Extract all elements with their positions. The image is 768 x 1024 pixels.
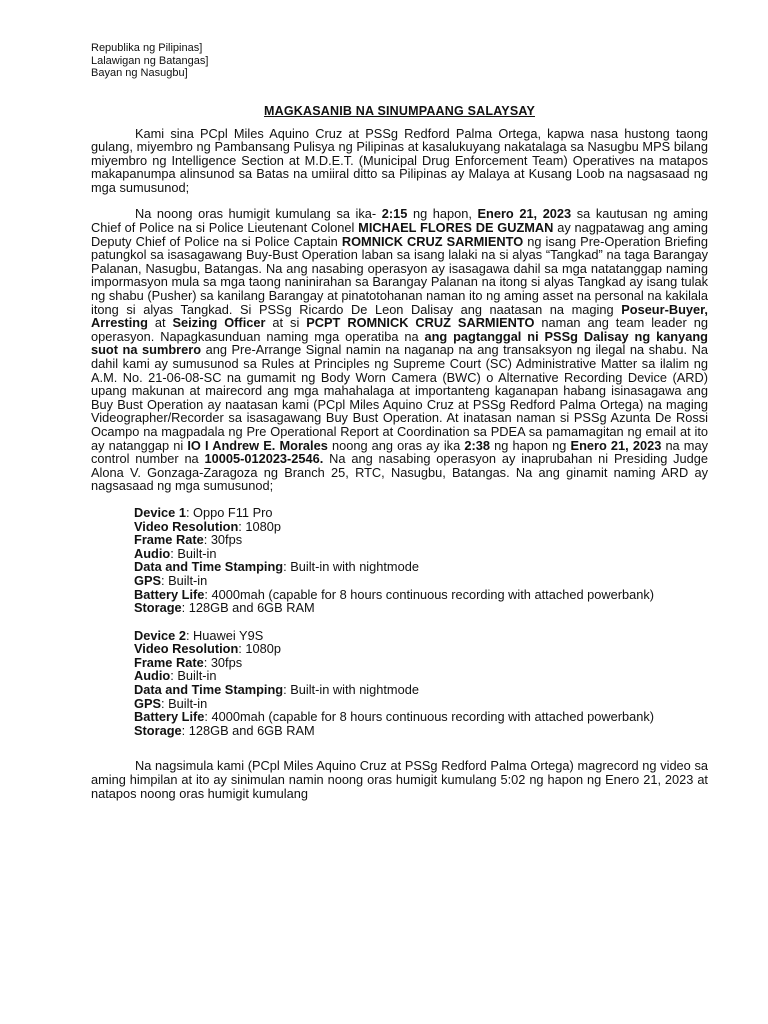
- bold-segment: 2:15: [381, 206, 408, 222]
- spec-key: GPS: [134, 695, 162, 711]
- document-title: MAGKASANIB NA SINUMPAANG SALAYSAY: [264, 103, 535, 118]
- spec-key: Storage: [134, 722, 182, 738]
- bold-segment: 2:38: [464, 437, 490, 453]
- spec-key: Battery Life: [134, 709, 205, 725]
- spec-value: : 1080p: [238, 518, 281, 534]
- text-segment: ay nagpatawag ang aming Deputy Chief of Police na si Police Captain: [91, 220, 709, 249]
- spec-key: Battery Life: [134, 586, 205, 602]
- spec-value: : Built-in: [161, 572, 208, 588]
- spec-value: : 4000mah (capable for 8 hours continuous recording with attached powerbank): [204, 586, 654, 602]
- text-segment: at si: [265, 315, 307, 331]
- document-header: [91, 42, 708, 80]
- spec-key: Device 1: [134, 504, 186, 520]
- spec-value: : Built-in: [161, 695, 208, 711]
- spec-key: Video Resolution: [134, 518, 239, 534]
- spec-key: Audio: [134, 668, 171, 684]
- text-segment: ng hapon,: [407, 206, 478, 222]
- text-segment: na may control number na: [91, 437, 708, 467]
- bold-segment: Enero 21, 2023: [477, 206, 572, 222]
- header-line-municipality: Bayan ng Nasugbu]: [91, 67, 188, 79]
- device-row: [134, 506, 708, 520]
- paragraph-operation: [91, 207, 708, 492]
- spec-value: : 30fps: [203, 532, 243, 548]
- text-segment: naman ang team leader ng operasyon. Napagkasunduan naming mga operatiba na: [91, 315, 708, 344]
- spec-value: : 4000mah (capable for 8 hours continuous recording with attached powerbank): [204, 709, 654, 725]
- spec-value: : Oppo F11 Pro: [185, 504, 273, 520]
- spec-key: Video Resolution: [134, 641, 239, 657]
- device-row: [134, 574, 708, 588]
- device-row: [134, 656, 708, 670]
- bold-segment: Enero 21, 2023: [570, 437, 662, 453]
- spec-key: Data and Time Stamping: [134, 559, 284, 575]
- paragraph-recording: Na nagsimula kami (PCpl Miles Aquino Cruz at PSSg Redford Palma Ortega) magrecord ng video sa aming himpilan at ito ay sinimulan namin noong oras humigit kumulang 5:02 ng hapon ng Enero 21, 2023 at natapos noong oras humigit kumulang: [91, 758, 708, 801]
- device-row: [134, 533, 708, 547]
- spec-value: : Built-in: [170, 545, 217, 561]
- device-row: [134, 642, 708, 656]
- bold-segment: ang pagtanggal ni PSSg Dalisay ng kanyang suot na sumbrero: [91, 328, 708, 358]
- bold-segment: PCPT ROMNICK CRUZ SARMIENTO: [306, 315, 535, 331]
- device-row: [134, 629, 708, 643]
- bold-segment: Seizing Officer: [172, 315, 266, 331]
- bold-segment: Poseur-Buyer, Arresting: [91, 301, 708, 331]
- text-segment: Na ang nasabing operasyon ay inaprubahan ni Presiding Judge Alona V. Gonzaga-Zaragoza ng Branch 25, RTC, Nasugbu, Batangas. Na ang ginamit naming ARD ay nagsasaad ng mga sumusunod;: [91, 451, 708, 494]
- device-row: [134, 710, 708, 724]
- spec-key: Data and Time Stamping: [134, 682, 284, 698]
- text-segment: ng hapon ng: [489, 437, 571, 453]
- device-spec-block-1: [134, 506, 708, 615]
- text-segment: noong ang oras ay ika: [327, 437, 465, 453]
- spec-key: Device 2: [134, 627, 186, 643]
- device-row: [134, 601, 708, 615]
- device-spec-block-2: [134, 629, 708, 738]
- spec-key: Frame Rate: [134, 654, 204, 670]
- spec-value: : Built-in with nightmode: [283, 682, 419, 698]
- bold-segment: MICHAEL FLORES DE GUZMAN: [358, 220, 554, 236]
- spec-value: : 128GB and 6GB RAM: [181, 722, 315, 738]
- spec-value: : Built-in with nightmode: [283, 559, 419, 575]
- spec-value: : Huawei Y9S: [185, 627, 264, 643]
- device-row: [134, 560, 708, 574]
- spec-key: Frame Rate: [134, 532, 204, 548]
- bold-segment: IO I Andrew E. Morales: [187, 437, 328, 453]
- spec-value: : Built-in: [170, 668, 217, 684]
- spec-key: Storage: [134, 600, 182, 616]
- bold-segment: ROMNICK CRUZ SARMIENTO: [341, 233, 524, 249]
- paragraph-intro: Kami sina PCpl Miles Aquino Cruz at PSSg Redford Palma Ortega, kapwa nasa hustong taong gulang, miyembro ng Pambansang Pulisya ng Pilipinas at kasalukuyang nakatalaga sa Nasugbu MPS bilang miyembro ng Intelligence Section at M.D.E.T. (Municipal Drug Enforcement Team) Operatives na matapos makapanumpa alinsunod sa Batas na umiiral ditto sa Pilipinas ay Malaya at Kusang Loob na nagsasaad ng mga sumusunod;: [91, 125, 708, 195]
- spec-key: Audio: [134, 545, 171, 561]
- text-segment: sa kautusan ng aming Chief of Police na si Police Lieutenant Colonel: [91, 206, 709, 236]
- device-row: [134, 669, 708, 683]
- device-row: [134, 547, 708, 561]
- spec-value: : 1080p: [238, 641, 281, 657]
- text-segment: Na noong oras humigit kumulang sa ika-: [135, 206, 382, 222]
- text-segment: at: [147, 315, 173, 331]
- text-segment: ang Pre-Arrange Signal namin na naganap na ang transaksyon ng ilegal na shabu. Na dahil kami ay sumusunod sa Rules at Principles ng Supreme Court (SC) Administrative Matter sa ilalim ng A.M. No. 21-06-08-SC na gumamit ng Body Worn Camera (BWC) o Alternative Recording Device (ARD) upang makunan at mairecord ang mga mahahalaga at importanteng kaganapan habang isinasagawa ang Buy Bust Operation ay naatasan kami (PCpl Miles Aquino Cruz at PSSg Redford Palma Ortega) na maging Videographer/Recorder sa isasagawang Buy Bust Operation. At inatasan naman si PSSg Azunta De Rossi Ocampo na magpadala ng Pre Operational Report at Coordination sa PDEA sa pamamagitan ng email at ito ay natanggap ni: [91, 342, 708, 453]
- spec-value: : 128GB and 6GB RAM: [181, 600, 315, 616]
- device-row: [134, 724, 708, 738]
- bold-segment: 10005-012023-2546.: [204, 451, 324, 467]
- device-row: [134, 520, 708, 534]
- spec-key: GPS: [134, 572, 162, 588]
- device-row: [134, 697, 708, 711]
- spec-value: : 30fps: [203, 654, 243, 670]
- device-row: [134, 683, 708, 697]
- header-line-province: Lalawigan ng Batangas]: [91, 54, 209, 67]
- header-line-republic: Republika ng Pilipinas]: [91, 42, 203, 54]
- text-segment: ng isang Pre-Operation Briefing patungkol sa isasagawang Buy-Bust Operation laban sa isang lalaki na si alyas “Tangkad” na taga Barangay Palanan, Nasugbu, Batangas. Na ang nasabing operasyon ay isasagawa dahil sa mga natatanggap naming impormasyon mula sa mga taong naninirahan sa Barangay Palanan na itong si alyas Tangkad ay isang tulak ng shabu (Pusher) sa kanilang Barangay at pinatotohanan naman ito ng aming asset na personal na kakilala itong si alyas Tangkad. Si PSSg Ricardo De Leon Dalisay ang naatasan na maging: [91, 233, 709, 317]
- device-row: [134, 588, 708, 602]
